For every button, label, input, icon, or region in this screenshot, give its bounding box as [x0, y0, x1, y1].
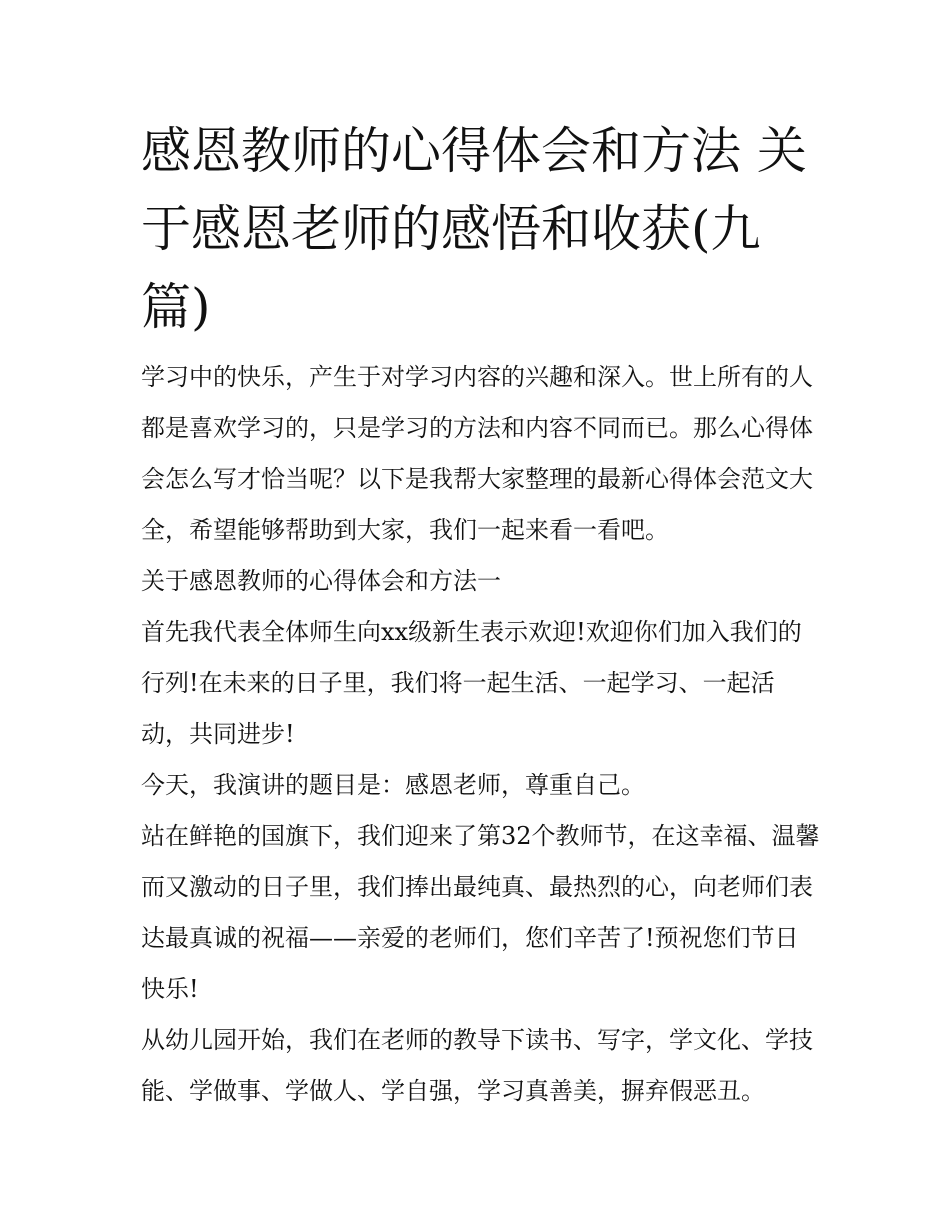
document-body — [141, 352, 821, 1117]
intro-paragraph: 学习中的快乐，产生于对学习内容的兴趣和深入。世上所有的人都是喜欢学习的，只是学习的方法和内容不同而已。那么心得体会怎么写才恰当呢？以下是我帮大家整理的最新心得体会范文大全，希望能够帮助到大家，我们一起来看一看吧。 — [141, 363, 813, 544]
document-title: 感恩教师的心得体会和方法 关于感恩老师的感悟和收获(九篇) — [141, 122, 807, 336]
body-paragraph: 站在鲜艳的国旗下，我们迎来了第32个教师节，在这幸福、温馨而又激动的日子里，我们捧出最纯真、最热烈的心，向老师们表达最真诚的祝福——亲爱的老师们，您们辛苦了!预祝您们节日快乐! — [141, 822, 820, 1003]
body-paragraph: 今天，我演讲的题目是：感恩老师，尊重自己。 — [141, 771, 645, 799]
document-content — [141, 112, 821, 1117]
body-paragraph: 首先我代表全体师生向xx级新生表示欢迎!欢迎你们加入我们的行列!在未来的日子里，我们将一起生活、一起学习、一起活动，共同进步! — [141, 618, 802, 748]
section-heading: 关于感恩教师的心得体会和方法一 — [141, 567, 501, 595]
body-paragraph: 从幼儿园开始，我们在老师的教导下读书、写字，学文化、学技能、学做事、学做人、学自强，学习真善美，摒弃假恶丑。 — [141, 1026, 813, 1105]
